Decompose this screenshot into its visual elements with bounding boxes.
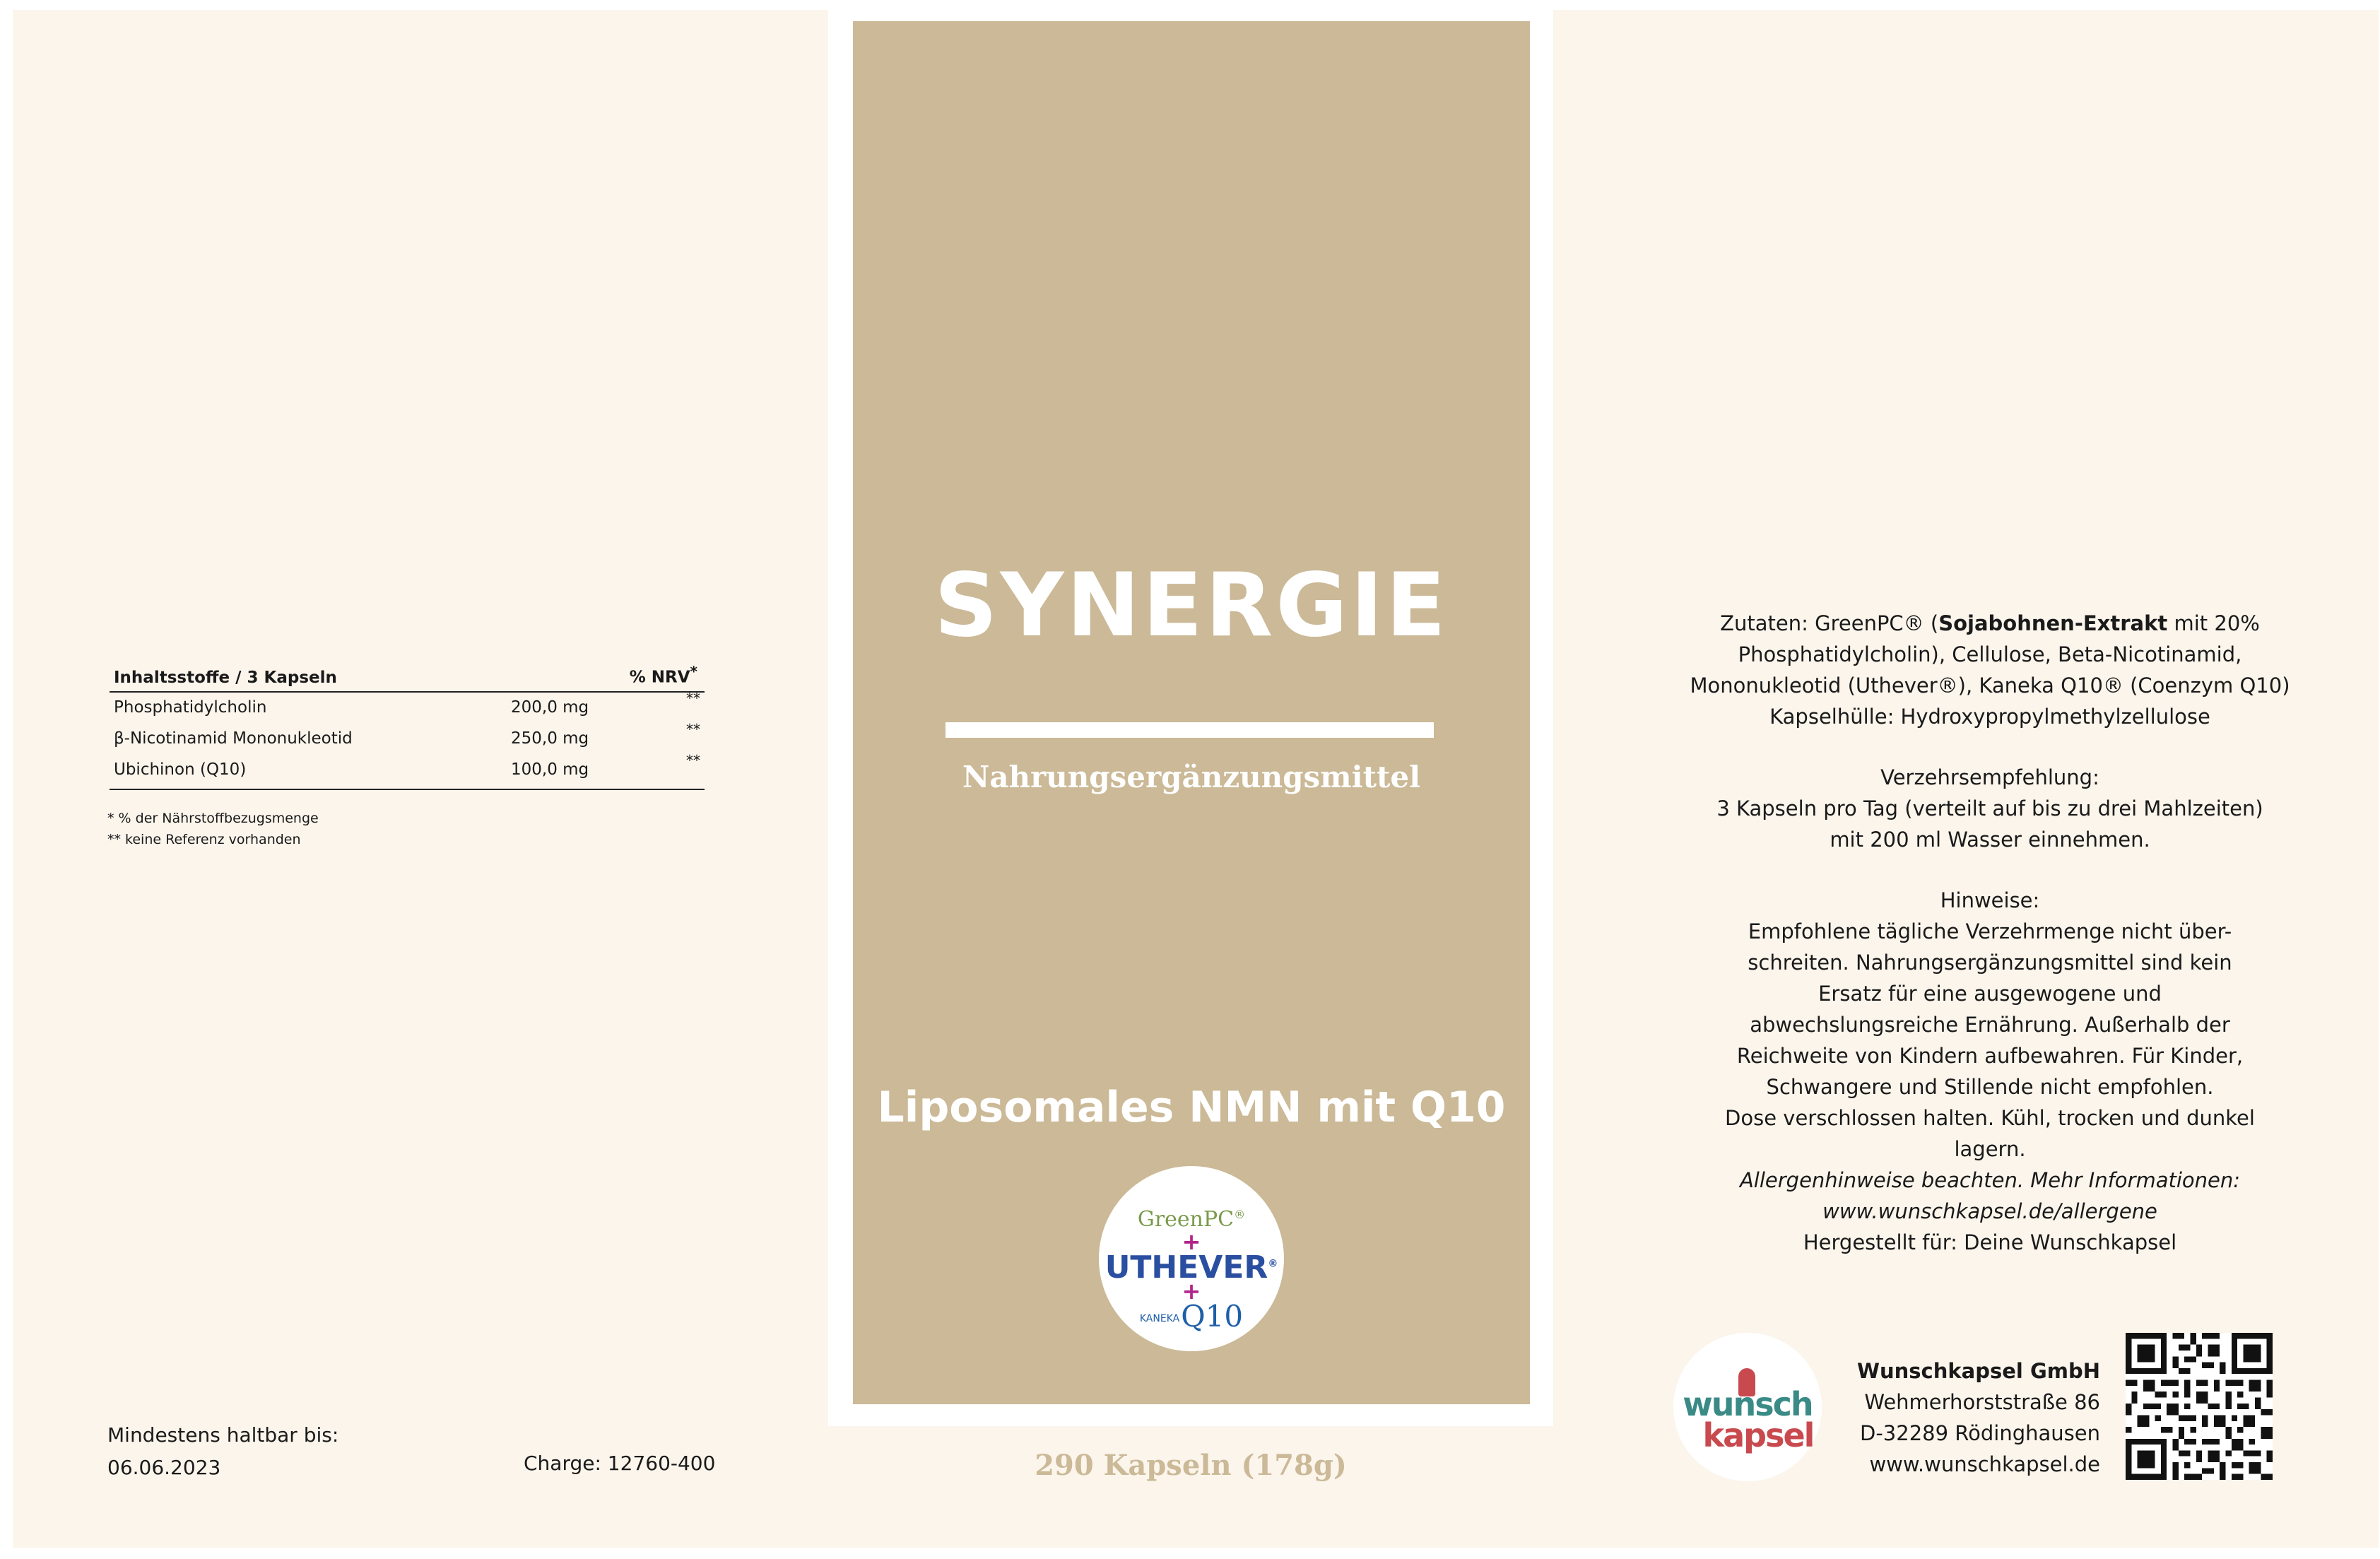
allergen-note: Allergenhinweise beachten. Mehr Informationen: <box>1739 1168 2241 1192</box>
made-for: Hergestellt für: Deine Wunschkapsel <box>1803 1230 2177 1254</box>
brand-title: SYNERGIE <box>934 555 1449 657</box>
notes-line: Dose verschlossen halten. Kühl, trocken und dunkel <box>1725 1106 2255 1130</box>
wunschkapsel-logo: wunsch kapsel <box>1673 1333 1822 1481</box>
batch-number: Charge: 12760-400 <box>524 1452 716 1475</box>
nutrition-table <box>110 659 705 790</box>
table-row <box>110 721 705 755</box>
best-before-label: Mindestens haltbar bis: <box>107 1423 339 1447</box>
front-panel <box>853 21 1530 1404</box>
kaneka-q10-logo: KANEKAQ10 <box>1139 1299 1244 1334</box>
ingredient-nrv: ** <box>686 690 700 707</box>
best-before-date: 06.06.2023 <box>107 1456 221 1479</box>
ingredients-line3: Mononukleotid (Uthever®), Kaneka Q10® (Coenzym Q10) <box>1690 673 2290 698</box>
product-category: Nahrungsergänzungsmittel <box>962 760 1421 794</box>
ingredient-name: β-Nicotinamid Mononukleotid <box>114 729 353 748</box>
table-row <box>110 752 705 786</box>
ingredient-nrv: ** <box>686 752 700 769</box>
notes-line: abwechslungsreiche Ernährung. Außerhalb der <box>1750 1013 2230 1037</box>
qr-code-icon <box>2126 1333 2273 1480</box>
ingredient-amount: 100,0 mg <box>511 760 589 779</box>
notes-line: Schwangere und Stillende nicht empfohlen. <box>1766 1075 2214 1099</box>
notes-line: Empfohlene tägliche Verzehrmenge nicht über- <box>1748 919 2232 943</box>
dosage-line2: mit 200 ml Wasser einnehmen. <box>1830 828 2150 852</box>
ingredient-nrv: ** <box>686 721 700 738</box>
ingredient-name: Phosphatidylcholin <box>114 698 267 717</box>
best-before <box>107 1419 338 1484</box>
ingredients-line1: Zutaten: GreenPC® (Sojabohnen-Extrakt mit 20% <box>1720 611 2260 635</box>
package-quantity: 290 Kapseln (178g) <box>1035 1449 1347 1482</box>
notes-line: Reichweite von Kindern aufbewahren. Für Kinder, <box>1736 1044 2244 1068</box>
company-city: D-32289 Rödinghausen <box>1860 1421 2100 1445</box>
company-name: Wunschkapsel GmbH <box>1856 1359 2100 1383</box>
footnote-no-reference: ** keine Referenz vorhanden <box>107 832 301 847</box>
notes-line: Ersatz für eine ausgewogene und <box>1818 982 2162 1006</box>
greenpc-logo: GreenPC® <box>1137 1207 1246 1232</box>
allergen-link: www.wunschkapsel.de/allergene <box>1822 1199 2157 1223</box>
ingredient-name: Ubichinon (Q10) <box>114 760 247 779</box>
notes-title: Hinweise: <box>1940 888 2040 912</box>
product-information <box>1646 608 2333 1258</box>
uthever-logo: UTHEVER® <box>1104 1249 1278 1286</box>
nutrition-table-header <box>110 659 705 693</box>
company-website: www.wunschkapsel.de <box>1869 1452 2100 1476</box>
notes-line: lagern. <box>1954 1137 2026 1161</box>
dosage-line1: 3 Kapseln pro Tag (verteilt auf bis zu drei Mahlzeiten) <box>1716 796 2263 820</box>
table-row <box>110 690 705 724</box>
header-nrv: % NRV* <box>629 663 697 687</box>
nutrition-rows <box>110 690 705 790</box>
company-street: Wehmerhorststraße 86 <box>1864 1390 2100 1414</box>
divider <box>945 722 1434 738</box>
plus-icon: + <box>1182 1228 1201 1255</box>
footnote-nrv: * % der Nährstoffbezugsmenge <box>107 811 319 826</box>
company-address <box>1839 1355 2100 1480</box>
ingredient-amount: 200,0 mg <box>511 698 589 717</box>
nutrition-footnotes <box>107 808 319 850</box>
ingredient-brands-logo <box>1099 1166 1284 1351</box>
dosage-title: Verzehrsempfehlung: <box>1880 765 2099 789</box>
plus-icon: + <box>1182 1278 1201 1305</box>
ingredient-amount: 250,0 mg <box>511 729 589 748</box>
ingredients-line4: Kapselhülle: Hydroxypropylmethylzellulose <box>1769 705 2210 729</box>
header-ingredients: Inhaltsstoffe / 3 Kapseln <box>114 669 337 687</box>
notes-line: schreiten. Nahrungsergänzungsmittel sind kein <box>1748 951 2232 975</box>
product-name: Liposomales NMN mit Q10 <box>877 1083 1506 1132</box>
ingredients-line2: Phosphatidylcholin), Cellulose, Beta-Nicotinamid, <box>1738 642 2242 666</box>
